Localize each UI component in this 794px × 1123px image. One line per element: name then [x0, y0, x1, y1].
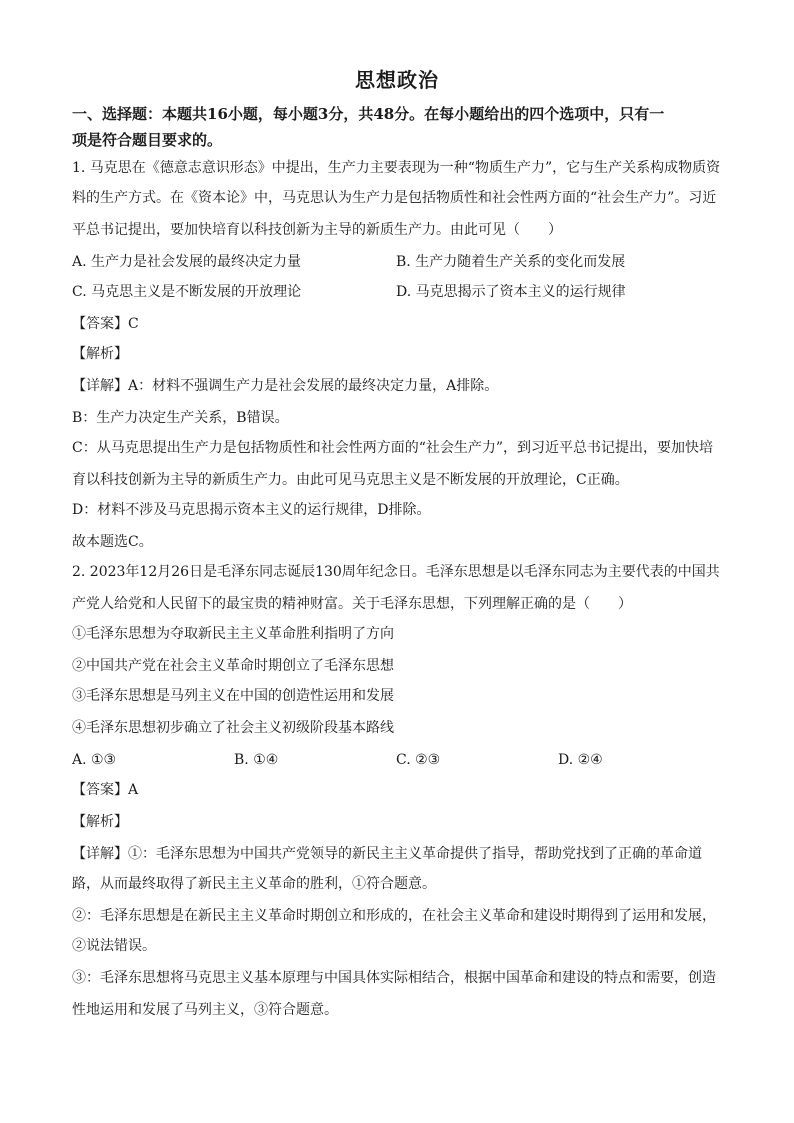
- q1-detail-line-2: B：生产力决定生产关系，B错误。: [72, 410, 289, 426]
- q2-statement-2: ②中国共产党在社会主义革命时期创立了毛泽东思想: [72, 658, 394, 674]
- q2-detail-line-5: ③：毛泽东思想将马克思主义基本原理与中国具体实际相结合，根据中国革命和建设的特点和需要，创造: [72, 970, 716, 986]
- q2-statement-4: ④毛泽东思想初步确立了社会主义初级阶段基本路线: [72, 720, 394, 736]
- q2-option-b: B. ①④: [234, 752, 279, 768]
- q1-stem-line-2: 料的生产方式。在《资本论》中，马克思认为生产力是包括物质性和社会性两方面的“社会生产力”。习近: [72, 190, 717, 206]
- q1-detail-line-3: C：从马克思提出生产力是包括物质性和社会性两方面的“社会生产力”，到习近平总书记提出，要加快培: [72, 440, 714, 456]
- q1-detail-line-4: 育以科技创新为主导的新质生产力。由此可见马克思主义是不断发展的开放理论，C正确。: [72, 472, 629, 488]
- q1-stem-line-3: 平总书记提出，要加快培育以科技创新为主导的新质生产力。由此可见（ ）: [72, 222, 562, 238]
- q1-option-d: D. 马克思揭示了资本主义的运行规律: [396, 284, 626, 300]
- q2-analysis-label: 【解析】: [72, 814, 128, 830]
- page-title: 思想政治: [355, 68, 439, 92]
- q1-answer: 【答案】C: [72, 316, 139, 332]
- q2-option-d: D. ②④: [558, 752, 603, 768]
- q2-statement-3: ③毛泽东思想是马列主义在中国的创造性运用和发展: [72, 688, 394, 704]
- q1-detail-line-5: D：材料不涉及马克思揭示资本主义的运行规律，D排除。: [72, 502, 431, 518]
- q2-detail-line-6: 性地运用和发展了马列主义，③符合题意。: [72, 1002, 338, 1018]
- q2-detail-line-4: ②说法错误。: [72, 938, 156, 954]
- q1-stem-line-1: 1. 马克思在《德意志意识形态》中提出，生产力主要表现为一种“物质生产力”，它与生产关系构成物质资: [72, 160, 721, 176]
- q2-stem-line-2: 产党人给党和人民留下的最宝贵的精神财富。关于毛泽东思想，下列理解正确的是（ ）: [72, 596, 632, 612]
- q2-detail-line-1: 【详解】①：毛泽东思想为中国共产党领导的新民主主义革命提供了指导，帮助党找到了正确的革命道: [72, 846, 702, 862]
- q1-analysis-label: 【解析】: [72, 346, 128, 362]
- q1-option-a: A. 生产力是社会发展的最终决定力量: [72, 254, 302, 270]
- q1-detail-line-1: 【详解】A：材料不强调生产力是社会发展的最终决定力量，A排除。: [72, 378, 499, 394]
- q2-detail-line-3: ②：毛泽东思想是在新民主主义革命时期创立和形成的，在社会主义革命和建设时期得到了运用和发展，: [72, 908, 716, 924]
- q1-option-c: C. 马克思主义是不断发展的开放理论: [72, 284, 302, 300]
- q2-option-a: A. ①③: [72, 752, 117, 768]
- section-header-line-1: 一、选择题：本题共16小题，每小题3分，共48分。在每小题给出的四个选项中，只有一: [72, 105, 665, 123]
- q2-detail-line-2: 路，从而最终取得了新民主主义革命的胜利，①符合题意。: [72, 876, 436, 892]
- q1-option-b: B. 生产力随着生产关系的变化而发展: [396, 254, 626, 270]
- q1-detail-line-6: 故本题选C。: [72, 534, 153, 550]
- q2-option-c: C. ②③: [396, 752, 441, 768]
- q2-statement-1: ①毛泽东思想为夺取新民主主义革命胜利指明了方向: [72, 626, 394, 642]
- q2-answer: 【答案】A: [72, 782, 139, 798]
- section-header-line-2: 项是符合题目要求的。: [72, 131, 223, 149]
- q2-stem-line-1: 2. 2023年12月26日是毛泽东同志诞辰130周年纪念日。毛泽东思想是以毛泽东同志为主要代表的中国共: [72, 564, 720, 580]
